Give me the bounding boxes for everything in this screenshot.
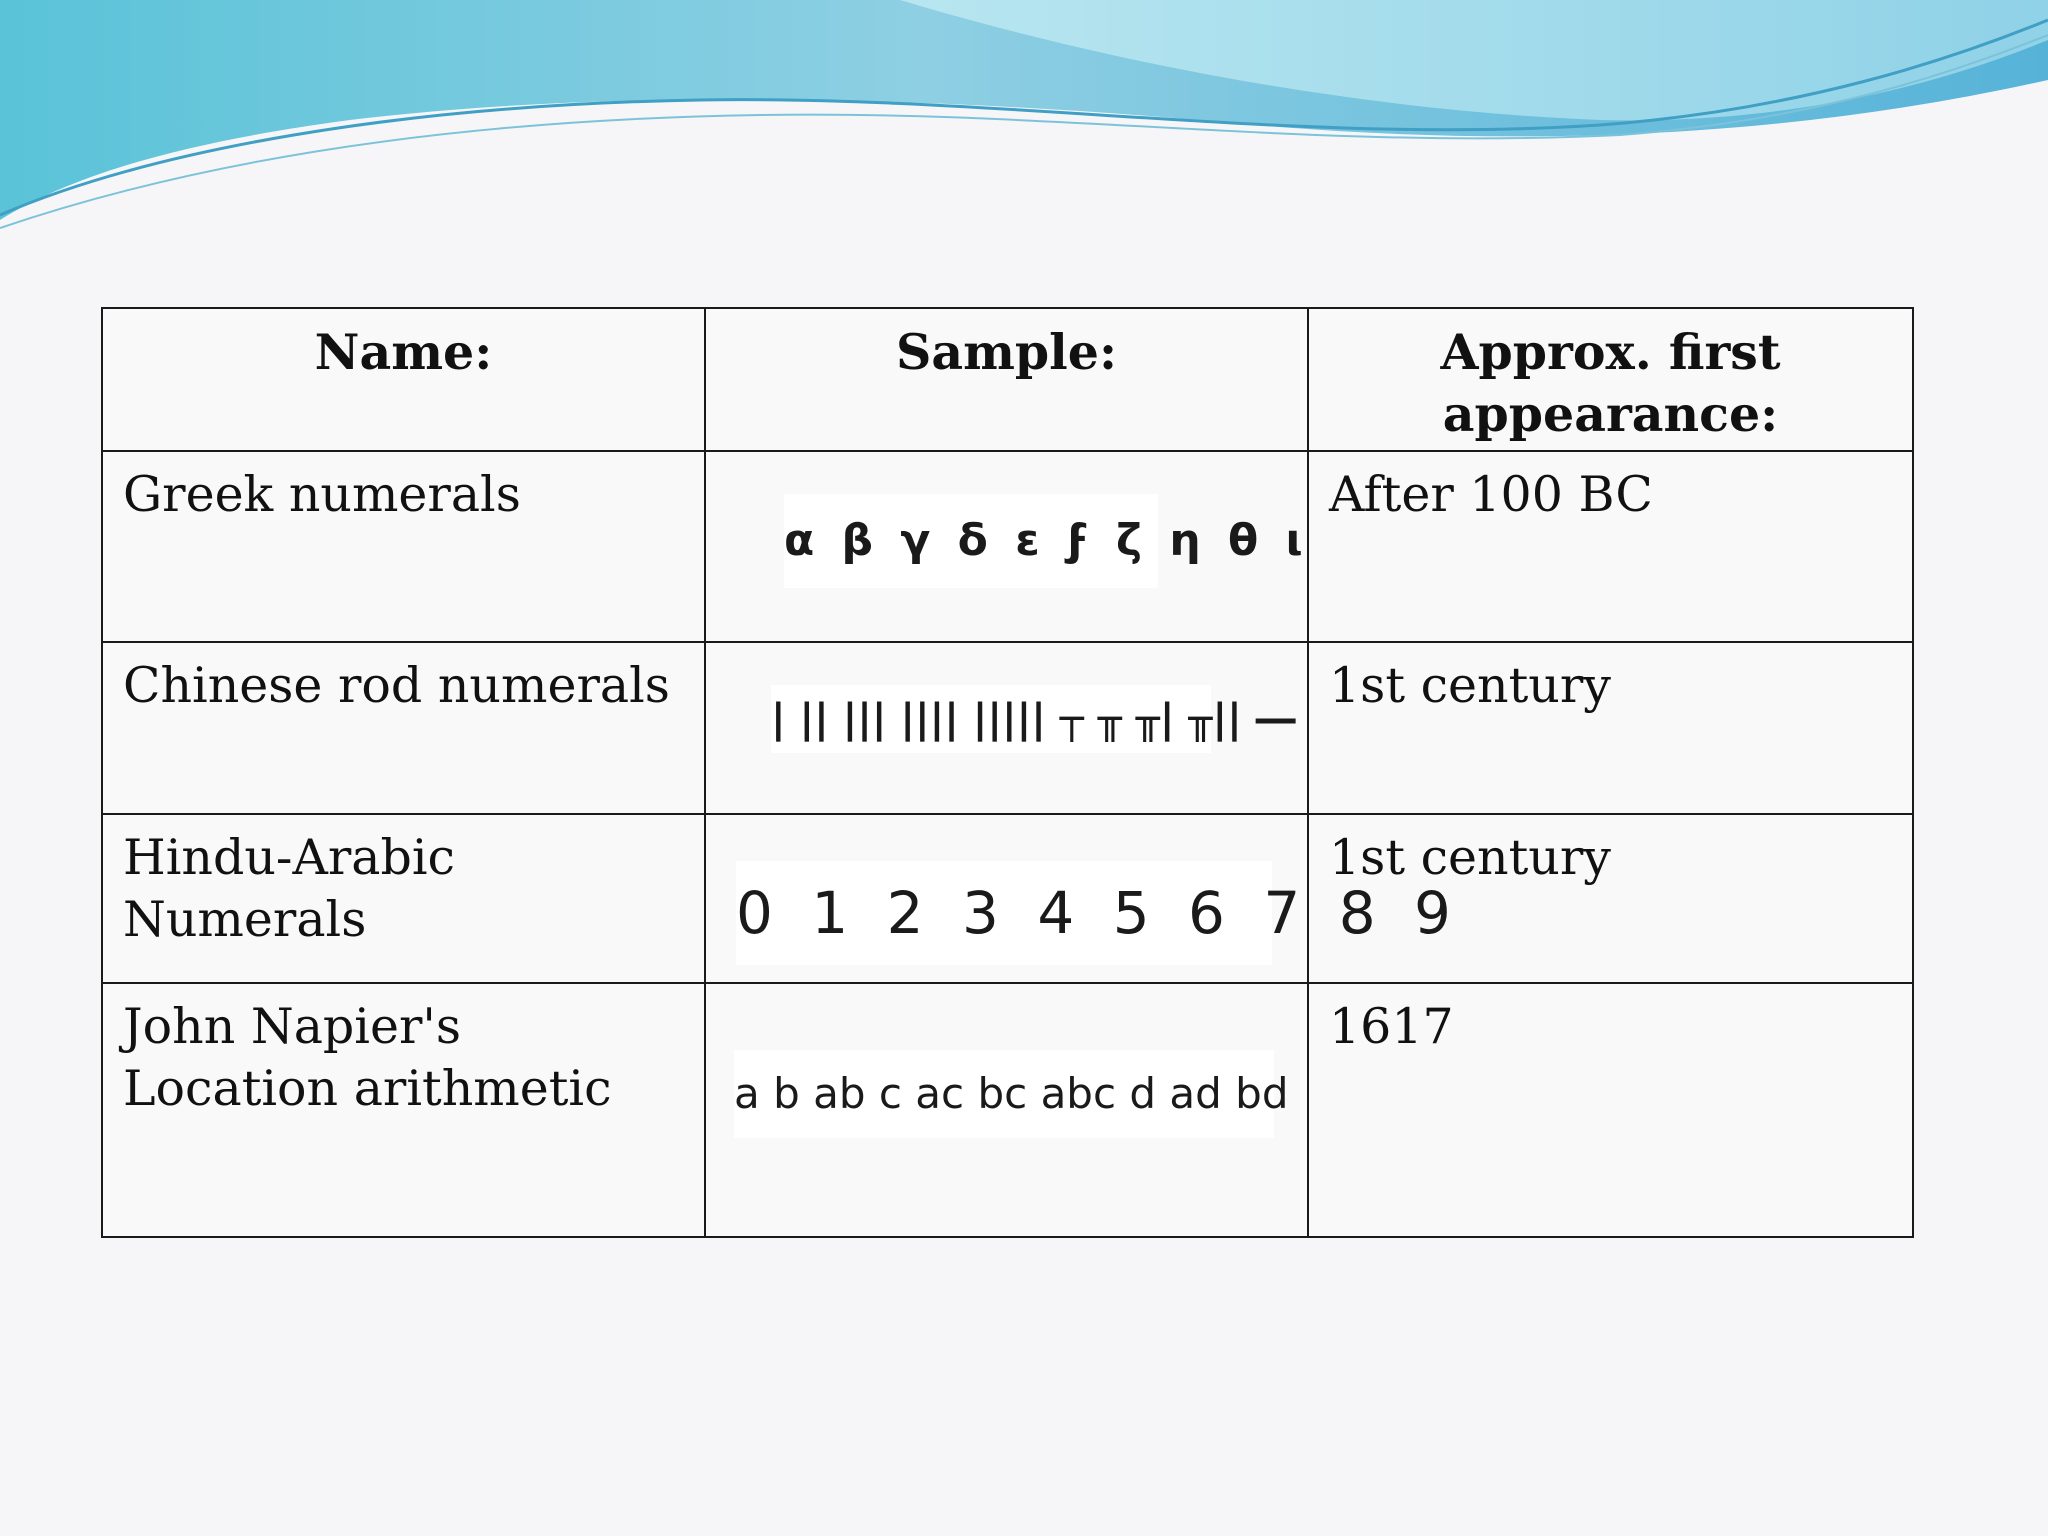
row-sample-cell [705,642,1308,814]
header-sample: Sample: [705,308,1308,451]
table-row [102,983,1913,1237]
row-appearance: After 100 BC [1308,451,1913,642]
table-header-row [102,308,1913,451]
row-appearance: 1617 [1308,983,1913,1237]
decorative-wave-header [0,0,2048,240]
row-name: John Napier's Location arithmetic [102,983,705,1237]
row-name: Greek numerals [102,451,705,642]
header-name: Name: [102,308,705,451]
chinese-rod-numerals-sample: | || ||| |||| ||||| ┬ ╥ ╥| ╥|| ― [771,685,1211,753]
row-sample-cell [705,451,1308,642]
table-row [102,814,1913,983]
numeral-systems-table [101,307,1914,1238]
row-name: Chinese rod numerals [102,642,705,814]
greek-numerals-sample: α β γ δ ε ϝ ζ η θ ι [784,494,1158,588]
row-sample-cell [705,814,1461,983]
hindu-arabic-numerals-sample: 0 1 2 3 4 5 6 7 8 9 [736,861,1272,965]
header-appearance: Approx. first appearance: [1308,308,1913,451]
location-arithmetic-sample: a b ab c ac bc abc d ad bd [734,1050,1274,1138]
row-sample-cell [705,983,1308,1237]
table-row [102,642,1913,814]
row-appearance: 1st century [1308,814,1913,983]
row-appearance: 1st century [1308,642,1913,814]
table-row [102,451,1913,642]
row-name: Hindu-Arabic Numerals [102,814,705,983]
